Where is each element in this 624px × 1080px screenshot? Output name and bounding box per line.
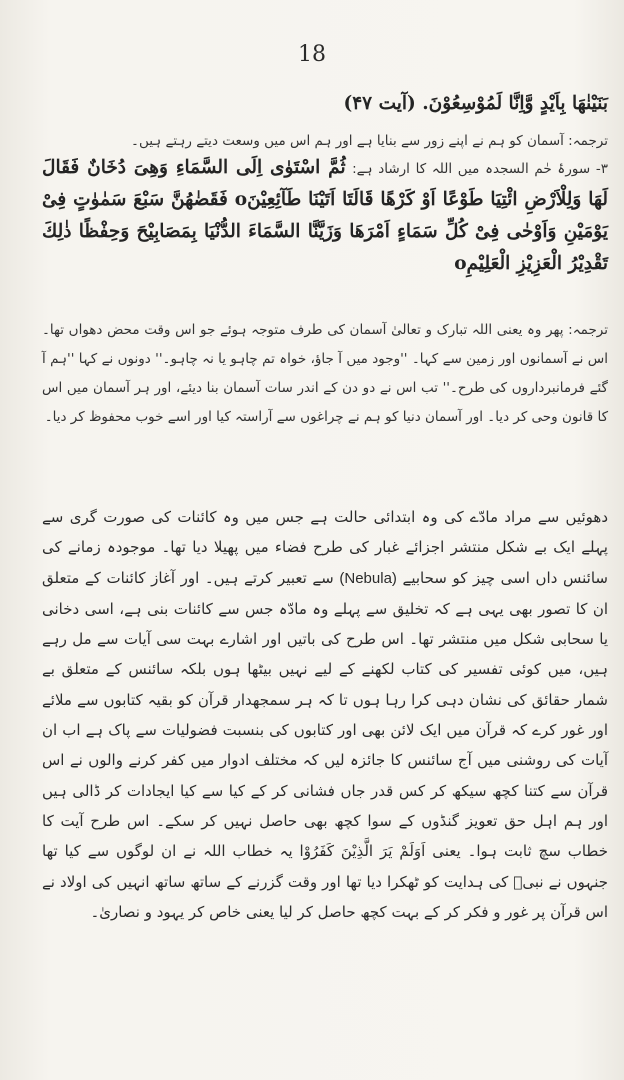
translation-2: ترجمہ: پھر وہ یعنی اللہ تبارک و تعالیٰ آسمان کی طرف متوجہ ہوئے جو اس وقت محض دھواں تھا۔ اس نے آسمانوں اور زمین سے کہا۔ ''وجود میں آ جاؤ، خواہ تم چاہو یا نہ چاہو۔'' دونوں نے کہا ''ہم آ گئے فرمانبرداروں کی طرح۔'' تب اس نے دو دن کے اندر سات آسمان بنا دیئے، اور ہر آسمان میں اس کا قانون وحی کر دیا۔ اور آسمان دنیا کو ہم نے چراغوں سے آراستہ کیا اور اسے خوب محفوظ کر دیا۔ bbox=[42, 322, 608, 425]
commentary-text-2: سے تعبیر کرتے ہیں۔ اور آغاز کائنات کے متعلق ان کا تصور بھی یہی ہے کہ تخلیق سے پہلے وہ مادّہ جس سے کائنات بنی ہے، اسی دخانی یا سحابی شکل میں منتشر تھا۔ اس طرح کی باتیں اور اشارے بہت سی آیات سے مل رہے ہیں، میں کوئی تفسیر کی کتاب لکھنے کے لیے نہیں بیٹھا ہوں بلکہ سائنس کے متعلق بے شمار حقائق کی نشان دہی کرا رہا ہوں تا کہ ہر سمجھدار قرآن کو بقیہ کتابوں سے ملائے اور غور کرے کہ قرآن میں ایک لائن بھی اور کتابوں کی بنسبت فضولیات سے پاک ہے اب ان آیات کی روشنی میں آج سائنس کا جائزہ لیں کہ مختلف ادوار میں کفر کرنے والوں نے اس قرآن سے کتنا کچھ سیکھ کر کس قدر جاں فشانی کر کے کیا سے کیا ایجادات کر ڈالی ہیں اور ہم اہل حق تعویز گنڈوں کے سوا کچھ بھی حاصل نہیں کر سکے۔ اس طرح آیت کا خطاب سچ ثابت ہوا۔ یعنی اَوَلَمْ يَرَ الَّذِيْنَ كَفَرُوْا یہ خطاب اللہ نے ان لوگوں سے کیا تھا جنہوں نے نبیؐ کی ہدایت کو ٹھکرا دیا تھا اور وقت گزرنے کے ساتھ ساتھ انہیں کی اولاد نے اس قرآن پر غور و فکر کر کے بہت کچھ حاصل کر لیا یعنی خاص کر یہود و نصاریٰ۔ bbox=[42, 568, 608, 921]
quran-verse-1: بَنَيْنٰهَا بِاَيْدٍ وَّاِنَّا لَمُوْسِعُوْنَ. (آیت ۴۷) bbox=[343, 93, 608, 114]
nebula-term: (Nebula) bbox=[339, 569, 397, 587]
verse-2-section bbox=[42, 152, 608, 280]
commentary-text-1: دھوئیں سے مراد مادّے کی وہ ابتدائی حالت ہے جس میں وہ کائنات کی صورت گری سے پہلے ایک بے شکل منتشر اجزائے غبار کی طرح فضاء میں پھیلا دیا تھا۔ موجودہ زمانے کی سائنس داں اسی چیز کو سحابیے bbox=[42, 508, 608, 587]
item-3-intro: ۳- سورۂ حٰم السجدہ میں اللہ کا ارشاد ہے: bbox=[352, 161, 608, 177]
commentary-paragraph bbox=[42, 502, 608, 927]
translation-1: ترجمہ: آسمان کو ہم نے اپنے زور سے بنایا ہے اور ہم اس میں وسعت دیتے رہتے ہیں۔ bbox=[131, 133, 608, 149]
quran-verse-2: ثُمَّ اسْتَوٰى اِلَى السَّمَاءِ وَهِیَ دُخَانٌ فَقَالَ لَهَا وَلِلْاَرْضِ ائْتِيَا طَوْعًا اَوْ كَرْهًا قَالَتَا اَتَيْنَا طَآئِعِيْنَo فَقَضٰهُنَّ سَبْعَ سَمٰوٰتٍ فِیْ يَوْمَيْنِ وَاَوْحٰى فِیْ كُلِّ سَمَاءٍ اَمْرَهَا وَزَيَّنَّا السَّمَاءَ الدُّنْيَا بِمَصَابِيْحَ وَحِفْظًا ذٰلِكَ تَقْدِيْرُ الْعَزِيْزِ الْعَلِيْمِo bbox=[42, 157, 608, 274]
page-number: 18 bbox=[298, 42, 326, 67]
